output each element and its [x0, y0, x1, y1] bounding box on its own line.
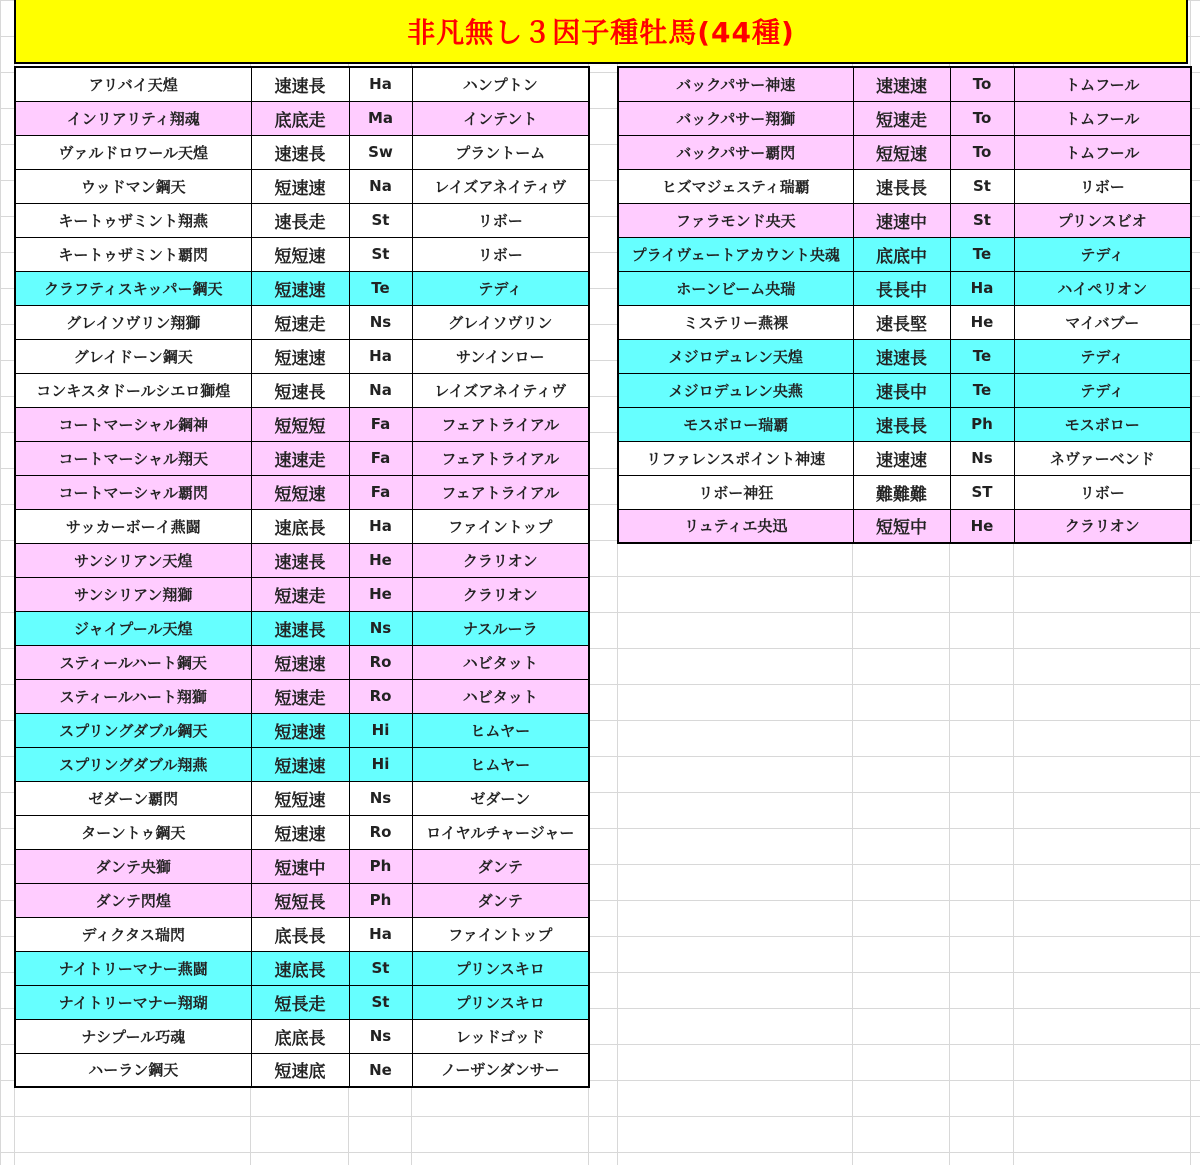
- line-code-cell[interactable]: ST: [950, 475, 1014, 509]
- line-code-cell[interactable]: Ns: [349, 611, 412, 645]
- factor-cell[interactable]: 短長走: [251, 985, 349, 1019]
- line-code-cell[interactable]: Te: [950, 373, 1014, 407]
- stallion-name-cell[interactable]: コンキスタドールシエロ獅煌: [15, 373, 251, 407]
- table-row: [15, 271, 589, 305]
- sire-line-cell[interactable]: ナスルーラ: [412, 611, 589, 645]
- table-row: [15, 849, 589, 883]
- sire-line-cell[interactable]: ファイントップ: [412, 917, 589, 951]
- line-code-cell[interactable]: St: [349, 237, 412, 271]
- line-code-cell[interactable]: Ha: [349, 339, 412, 373]
- sire-line-cell[interactable]: テディ: [1014, 373, 1191, 407]
- stallion-name-cell[interactable]: リュティエ央迅: [618, 509, 853, 543]
- table-row: [618, 373, 1191, 407]
- line-code-cell[interactable]: Ma: [349, 101, 412, 135]
- sire-line-cell[interactable]: ハイペリオン: [1014, 271, 1191, 305]
- table-row: [15, 747, 589, 781]
- stallion-name-cell[interactable]: ナイトリーマナー燕闘: [15, 951, 251, 985]
- table-row: [15, 577, 589, 611]
- sire-line-cell[interactable]: トムフール: [1014, 135, 1191, 169]
- factor-cell[interactable]: 短速速: [251, 815, 349, 849]
- sire-line-cell[interactable]: テディ: [1014, 237, 1191, 271]
- table-row: [15, 815, 589, 849]
- sire-line-cell[interactable]: グレイソヴリン: [412, 305, 589, 339]
- stallion-name-cell[interactable]: ダンテ央獅: [15, 849, 251, 883]
- stallion-name-cell[interactable]: コートマーシャル鋼神: [15, 407, 251, 441]
- line-code-cell[interactable]: Ph: [349, 849, 412, 883]
- sire-line-cell[interactable]: プリンスキロ: [412, 951, 589, 985]
- table-row: [15, 611, 589, 645]
- stallion-name-cell[interactable]: グレイソヴリン翔獅: [15, 305, 251, 339]
- table-row: [618, 169, 1191, 203]
- sheet-title[interactable]: 非凡無し３因子種牡馬(44種): [14, 0, 1188, 64]
- table-row: [15, 917, 589, 951]
- factor-cell[interactable]: 速長堅: [853, 305, 950, 339]
- sire-line-cell[interactable]: ハビタット: [412, 645, 589, 679]
- stallion-name-cell[interactable]: ホーンビーム央瑞: [618, 271, 853, 305]
- line-code-cell[interactable]: Te: [349, 271, 412, 305]
- table-row: [15, 305, 589, 339]
- stallion-name-cell[interactable]: ヴァルドロワール天煌: [15, 135, 251, 169]
- sire-line-cell[interactable]: レイズアネイティヴ: [412, 373, 589, 407]
- table-row: [618, 271, 1191, 305]
- line-code-cell[interactable]: He: [349, 543, 412, 577]
- sire-line-cell[interactable]: ロイヤルチャージャー: [412, 815, 589, 849]
- table-row: [618, 101, 1191, 135]
- sire-line-cell[interactable]: トムフール: [1014, 67, 1191, 101]
- stallion-name-cell[interactable]: コートマーシャル翔天: [15, 441, 251, 475]
- factor-cell[interactable]: 短速長: [251, 373, 349, 407]
- sire-line-cell[interactable]: リボー: [412, 203, 589, 237]
- stallion-name-cell[interactable]: バックパサー翔獅: [618, 101, 853, 135]
- table-row: [15, 509, 589, 543]
- stallion-name-cell[interactable]: サッカーボーイ燕闘: [15, 509, 251, 543]
- sire-line-cell[interactable]: テディ: [412, 271, 589, 305]
- factor-cell[interactable]: 底底中: [853, 237, 950, 271]
- factor-cell[interactable]: 底底走: [251, 101, 349, 135]
- sire-line-cell[interactable]: ハンプトン: [412, 67, 589, 101]
- stallion-name-cell[interactable]: モスボロー瑞覇: [618, 407, 853, 441]
- table-row: [15, 679, 589, 713]
- table-row: [15, 475, 589, 509]
- table-row: [15, 781, 589, 815]
- factor-cell[interactable]: 速長中: [853, 373, 950, 407]
- table-row: [15, 1019, 589, 1053]
- line-code-cell[interactable]: Ns: [349, 781, 412, 815]
- sire-line-cell[interactable]: プリンスビオ: [1014, 203, 1191, 237]
- table-row: [15, 985, 589, 1019]
- line-code-cell[interactable]: Ha: [950, 271, 1014, 305]
- factor-cell[interactable]: 速速長: [251, 611, 349, 645]
- stallion-name-cell[interactable]: ウッドマン鋼天: [15, 169, 251, 203]
- table-row: [618, 339, 1191, 373]
- table-row: [618, 407, 1191, 441]
- table-row: [15, 373, 589, 407]
- line-code-cell[interactable]: Sw: [349, 135, 412, 169]
- factor-cell[interactable]: 速底長: [251, 509, 349, 543]
- factor-cell[interactable]: 速速速: [853, 441, 950, 475]
- factor-cell[interactable]: 速速走: [251, 441, 349, 475]
- table-row: [15, 1053, 589, 1087]
- table-row: [618, 509, 1191, 543]
- table-row: [618, 237, 1191, 271]
- table-row: [15, 883, 589, 917]
- table-row: [15, 67, 589, 101]
- stallion-name-cell[interactable]: スティールハート鋼天: [15, 645, 251, 679]
- factor-cell[interactable]: 短速速: [251, 271, 349, 305]
- stallion-name-cell[interactable]: サンシリアン翔獅: [15, 577, 251, 611]
- sire-line-cell[interactable]: テディ: [1014, 339, 1191, 373]
- factor-cell[interactable]: 速速長: [853, 339, 950, 373]
- sire-line-cell[interactable]: クラリオン: [412, 543, 589, 577]
- factor-cell[interactable]: 難難難: [853, 475, 950, 509]
- factor-cell[interactable]: 速長長: [853, 169, 950, 203]
- stallion-name-cell[interactable]: ナシプール巧魂: [15, 1019, 251, 1053]
- factor-cell[interactable]: 速長長: [853, 407, 950, 441]
- table-row: [15, 645, 589, 679]
- line-code-cell[interactable]: He: [950, 509, 1014, 543]
- factor-cell[interactable]: 短速走: [853, 101, 950, 135]
- line-code-cell[interactable]: Fa: [349, 441, 412, 475]
- stallion-name-cell[interactable]: バックパサー神速: [618, 67, 853, 101]
- stallion-name-cell[interactable]: ディクタス瑞閃: [15, 917, 251, 951]
- factor-cell[interactable]: 短速走: [251, 577, 349, 611]
- sire-line-cell[interactable]: サンインロー: [412, 339, 589, 373]
- factor-cell[interactable]: 短短中: [853, 509, 950, 543]
- stallion-name-cell[interactable]: ハーラン鋼天: [15, 1053, 251, 1087]
- factor-cell[interactable]: 速速速: [853, 67, 950, 101]
- line-code-cell[interactable]: To: [950, 67, 1014, 101]
- stallion-name-cell[interactable]: インリアリティ翔魂: [15, 101, 251, 135]
- factor-cell[interactable]: 長長中: [853, 271, 950, 305]
- sire-line-cell[interactable]: ヒムヤー: [412, 713, 589, 747]
- factor-cell[interactable]: 底底長: [251, 1019, 349, 1053]
- factor-cell[interactable]: 速速長: [251, 67, 349, 101]
- table-row: [618, 305, 1191, 339]
- table-row: [15, 543, 589, 577]
- line-code-cell[interactable]: Fa: [349, 475, 412, 509]
- stallion-name-cell[interactable]: アリバイ天煌: [15, 67, 251, 101]
- sire-line-cell[interactable]: クラリオン: [1014, 509, 1191, 543]
- line-code-cell[interactable]: Te: [950, 339, 1014, 373]
- sire-line-cell[interactable]: ハビタット: [412, 679, 589, 713]
- line-code-cell[interactable]: Na: [349, 169, 412, 203]
- factor-cell[interactable]: 速長走: [251, 203, 349, 237]
- factor-cell[interactable]: 速速中: [853, 203, 950, 237]
- line-code-cell[interactable]: St: [950, 203, 1014, 237]
- sire-line-cell[interactable]: プラントーム: [412, 135, 589, 169]
- factor-cell[interactable]: 短速速: [251, 645, 349, 679]
- sire-line-cell[interactable]: ゼダーン: [412, 781, 589, 815]
- stallion-name-cell[interactable]: ダンテ閃煌: [15, 883, 251, 917]
- line-code-cell[interactable]: He: [950, 305, 1014, 339]
- sire-line-cell[interactable]: リボー: [412, 237, 589, 271]
- sire-line-cell[interactable]: マイバブー: [1014, 305, 1191, 339]
- sire-line-cell[interactable]: レイズアネイティヴ: [412, 169, 589, 203]
- table-row: [15, 339, 589, 373]
- table-row: [618, 67, 1191, 101]
- sire-line-cell[interactable]: フェアトライアル: [412, 475, 589, 509]
- sire-line-cell[interactable]: クラリオン: [412, 577, 589, 611]
- sire-line-cell[interactable]: ネヴァーベンド: [1014, 441, 1191, 475]
- factor-cell[interactable]: 短速走: [251, 679, 349, 713]
- table-row: [15, 407, 589, 441]
- factor-cell[interactable]: 速速長: [251, 135, 349, 169]
- factor-cell[interactable]: 短速速: [251, 169, 349, 203]
- stallion-name-cell[interactable]: ターントゥ鋼天: [15, 815, 251, 849]
- stallion-name-cell[interactable]: スプリングダブル翔燕: [15, 747, 251, 781]
- line-code-cell[interactable]: Ha: [349, 917, 412, 951]
- factor-cell[interactable]: 短速速: [251, 339, 349, 373]
- sire-line-cell[interactable]: トムフール: [1014, 101, 1191, 135]
- line-code-cell[interactable]: Ns: [349, 305, 412, 339]
- factor-cell[interactable]: 速速長: [251, 543, 349, 577]
- stallion-name-cell[interactable]: キートゥザミント翔燕: [15, 203, 251, 237]
- sire-line-cell[interactable]: フェアトライアル: [412, 441, 589, 475]
- stallion-name-cell[interactable]: ナイトリーマナー翔瑚: [15, 985, 251, 1019]
- right-stallion-table: [617, 66, 1192, 544]
- table-row: [15, 441, 589, 475]
- sire-line-cell[interactable]: インテント: [412, 101, 589, 135]
- table-row: [618, 441, 1191, 475]
- table-row: [618, 475, 1191, 509]
- stallion-name-cell[interactable]: ヒズマジェスティ瑞覇: [618, 169, 853, 203]
- line-code-cell[interactable]: St: [349, 951, 412, 985]
- line-code-cell[interactable]: Ph: [950, 407, 1014, 441]
- stallion-name-cell[interactable]: ミステリー燕裸: [618, 305, 853, 339]
- table-row: [15, 203, 589, 237]
- line-code-cell[interactable]: To: [950, 135, 1014, 169]
- stallion-name-cell[interactable]: リファレンスポイント神速: [618, 441, 853, 475]
- line-code-cell[interactable]: Fa: [349, 407, 412, 441]
- line-code-cell[interactable]: Hi: [349, 713, 412, 747]
- stallion-name-cell[interactable]: メジロデュレン天煌: [618, 339, 853, 373]
- sire-line-cell[interactable]: レッドゴッド: [412, 1019, 589, 1053]
- factor-cell[interactable]: 短短短: [251, 407, 349, 441]
- line-code-cell[interactable]: Ns: [349, 1019, 412, 1053]
- table-row: [618, 135, 1191, 169]
- stallion-name-cell[interactable]: リボー神狂: [618, 475, 853, 509]
- line-code-cell[interactable]: Ne: [349, 1053, 412, 1087]
- line-code-cell[interactable]: Ph: [349, 883, 412, 917]
- table-row: [15, 169, 589, 203]
- sire-line-cell[interactable]: ファイントップ: [412, 509, 589, 543]
- line-code-cell[interactable]: Hi: [349, 747, 412, 781]
- line-code-cell[interactable]: He: [349, 577, 412, 611]
- line-code-cell[interactable]: Ha: [349, 509, 412, 543]
- stallion-name-cell[interactable]: グレイドーン鋼天: [15, 339, 251, 373]
- stallion-name-cell[interactable]: スティールハート翔獅: [15, 679, 251, 713]
- line-code-cell[interactable]: Ro: [349, 815, 412, 849]
- line-code-cell[interactable]: Ro: [349, 645, 412, 679]
- stallion-name-cell[interactable]: クラフティスキッパー鋼天: [15, 271, 251, 305]
- factor-cell[interactable]: 短短速: [853, 135, 950, 169]
- line-code-cell[interactable]: To: [950, 101, 1014, 135]
- sire-line-cell[interactable]: プリンスキロ: [412, 985, 589, 1019]
- line-code-cell[interactable]: St: [950, 169, 1014, 203]
- factor-cell[interactable]: 短短速: [251, 475, 349, 509]
- factor-cell[interactable]: 短速速: [251, 713, 349, 747]
- factor-cell[interactable]: 短速走: [251, 305, 349, 339]
- factor-cell[interactable]: 速底長: [251, 951, 349, 985]
- sire-line-cell[interactable]: リボー: [1014, 475, 1191, 509]
- table-row: [15, 237, 589, 271]
- factor-cell[interactable]: 短速底: [251, 1053, 349, 1087]
- stallion-name-cell[interactable]: バックパサー覇閃: [618, 135, 853, 169]
- factor-cell[interactable]: 短短長: [251, 883, 349, 917]
- table-row: [15, 135, 589, 169]
- factor-cell[interactable]: 短速速: [251, 747, 349, 781]
- line-code-cell[interactable]: Na: [349, 373, 412, 407]
- stallion-name-cell[interactable]: スプリングダブル鋼天: [15, 713, 251, 747]
- line-code-cell[interactable]: St: [349, 203, 412, 237]
- stallion-name-cell[interactable]: キートゥザミント覇閃: [15, 237, 251, 271]
- table-row: [15, 713, 589, 747]
- table-row: [15, 101, 589, 135]
- table-row: [618, 203, 1191, 237]
- sire-line-cell[interactable]: ダンテ: [412, 883, 589, 917]
- sire-line-cell[interactable]: モスボロー: [1014, 407, 1191, 441]
- left-stallion-table: [14, 66, 590, 1088]
- sire-line-cell[interactable]: ダンテ: [412, 849, 589, 883]
- line-code-cell[interactable]: Ns: [950, 441, 1014, 475]
- sire-line-cell[interactable]: ノーザンダンサー: [412, 1053, 589, 1087]
- line-code-cell[interactable]: Ha: [349, 67, 412, 101]
- stallion-name-cell[interactable]: サンシリアン天煌: [15, 543, 251, 577]
- sire-line-cell[interactable]: リボー: [1014, 169, 1191, 203]
- line-code-cell[interactable]: Ro: [349, 679, 412, 713]
- stallion-name-cell[interactable]: ファラモンド央天: [618, 203, 853, 237]
- stallion-name-cell[interactable]: プライヴェートアカウント央魂: [618, 237, 853, 271]
- factor-cell[interactable]: 短短速: [251, 237, 349, 271]
- sire-line-cell[interactable]: フェアトライアル: [412, 407, 589, 441]
- sire-line-cell[interactable]: ヒムヤー: [412, 747, 589, 781]
- factor-cell[interactable]: 短速中: [251, 849, 349, 883]
- line-code-cell[interactable]: Te: [950, 237, 1014, 271]
- stallion-name-cell[interactable]: メジロデュレン央燕: [618, 373, 853, 407]
- stallion-name-cell[interactable]: ジャイプール天煌: [15, 611, 251, 645]
- factor-cell[interactable]: 底長長: [251, 917, 349, 951]
- line-code-cell[interactable]: St: [349, 985, 412, 1019]
- table-row: [15, 951, 589, 985]
- stallion-name-cell[interactable]: ゼダーン覇閃: [15, 781, 251, 815]
- stallion-name-cell[interactable]: コートマーシャル覇閃: [15, 475, 251, 509]
- factor-cell[interactable]: 短短速: [251, 781, 349, 815]
